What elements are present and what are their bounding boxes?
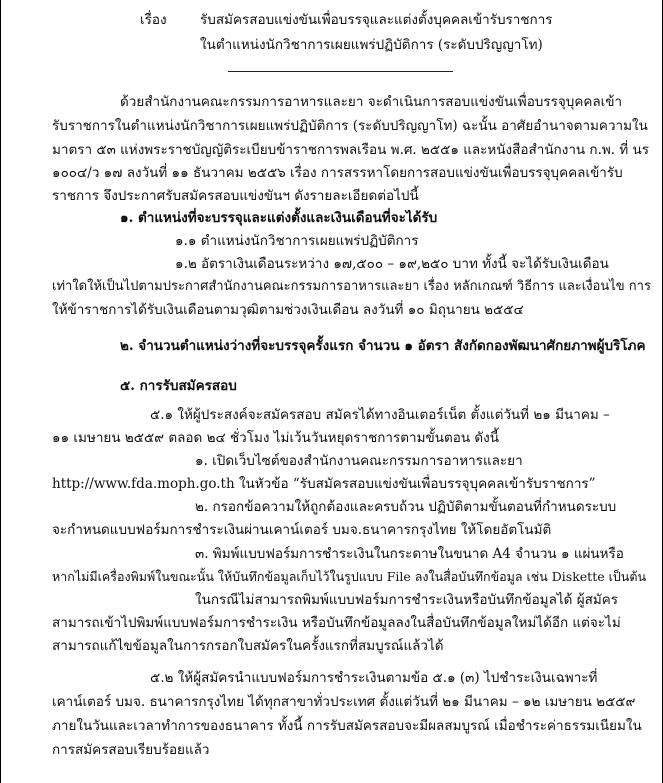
intro-line-1: ด้วยสำนักงานคณะกรรมการอาหารและยา จะดำเนินการสอบแข่งขันเพื่อบรรจุบุคคลเข้า (120, 94, 623, 110)
section-1-item-1: ๑.๑ ตำแหน่งนักวิชาการเผยแพร่ปฏิบัติการ (175, 233, 419, 249)
step-3-line-4: สามารถเข้าไปพิมพ์แบบฟอร์มการชำระเงิน หรือบันทึกข้อมูลลงในสื่อบันทึกข้อมูลใหม่ได้อีก แต่จะไม่ (52, 615, 621, 631)
section-5-2-line-2: เคาน์เตอร์ บมจ. ธนาคารกรุงไทย ได้ทุกสาขาทั่วประเทศ ตั้งแต่วันที่ ๒๑ มีนาคม – ๑๒ เมษายน ๒๕๕๙ (52, 694, 636, 710)
step-3-line-1: ๓. พิมพ์แบบฟอร์มการชำระเงินในกระดาษในขนาด A4 จำนวน ๑ แผ่นหรือ (195, 546, 624, 562)
step-3-line-2: หากไม่มีเครื่องพิมพ์ในขณะนั้น ให้บันทึกข้อมูลเก็บไว้ในรูปแบบ File ลงในสื่อบันทึกข้อมูล เช่น Diskette เป็นต้น (52, 569, 647, 584)
section-1-heading: ๑. ตำแหน่งที่จะบรรจุและแต่งตั้งและเงินเดือนที่จะได้รับ (120, 210, 438, 226)
step-2-line-2: จะกำหนดแบบฟอร์มการชำระเงินผ่านเคาน์เตอร์ บมจ.ธนาคารกรุงไทย ให้โดยอัตโนมัติ (52, 522, 552, 538)
section-2-heading: ๒. จำนวนตำแหน่งว่างที่จะบรรจุครั้งแรก จำนวน ๑ อัตรา สังกัดกองพัฒนาศักยภาพผู้บริโภค (120, 338, 646, 354)
step-3-line-3: ในกรณีไม่สามารถพิมพ์แบบฟอร์มการชำระเงินหรือบันทึกข้อมูลได้ ผู้สมัคร (195, 592, 619, 608)
section-5-heading: ๕. การรับสมัครสอบ (120, 378, 237, 394)
step-1-line-2: http://www.fda.moph.go.th ในหัวข้อ “รับสมัครสอบแข่งขันเพื่อบรรจุบุคคลเข้ารับราชการ” (52, 476, 596, 492)
section-5-2-line-4: การสมัครสอบเรียบร้อยแล้ว (52, 742, 210, 758)
section-1-item-2-line-2: เท่าใดให้เป็นไปตามประกาศสำนักงานคณะกรรมการอาหารและยา เรื่อง หลักเกณฑ์ วิธีการ และเงื่อนไข การ (52, 279, 651, 294)
subject-label: เรื่อง (140, 12, 167, 28)
section-5-2-line-1: ๕.๒ ให้ผู้สมัครนำแบบฟอร์มการชำระเงินตามข้อ ๕.๑ (๓) ไปชำระเงินเฉพาะที่ (150, 670, 598, 686)
intro-line-2: รับราชการในตำแหน่งนักวิชาการเผยแพร่ปฏิบัติการ (ระดับปริญญาโท) ฉะนั้น อาศัยอำนาจตามความใน (52, 118, 648, 134)
section-1-item-2-line-3: ให้ข้าราชการได้รับเงินเดือนตามวุฒิตามช่วงเงินเดือน ลงวันที่ ๑๐ มิถุนายน ๒๕๕๔ (52, 302, 524, 318)
intro-line-4: ๑๐๐๔/ว ๑๗ ลงวันที่ ๑๑ ธันวาคม ๒๕๕๖ เรื่อง การสรรหาโดยการสอบแข่งขันเพื่อบรรจุบุคคลเข้ารับ (52, 165, 623, 181)
section-5-2-line-3: ภายในวันและเวลาทำการของธนาคาร ทั้งนี้ การรับสมัครสอบจะมีผลสมบูรณ์ เมื่อชำระค่าธรรมเนียมใน (52, 718, 642, 734)
subject-line-2: ในตำแหน่งนักวิชาการเผยแพร่ปฏิบัติการ (ระดับปริญญาโท) (200, 37, 543, 53)
section-5-1-line-2: ๑๑ เมษายน ๒๕๕๙ ตลอด ๒๔ ชั่วโมง ไม่เว้นวันหยุดราชการตามขั้นตอน ดังนี้ (52, 430, 499, 446)
subject-line-1: รับสมัครสอบแข่งขันเพื่อบรรจุและแต่งตั้งบุคคลเข้ารับราชการ (200, 12, 553, 28)
page-left-border (0, 0, 1, 783)
step-3-line-5: สามารถแก้ไขข้อมูลในการกรอกใบสมัครในครั้งแรกที่สมบูรณ์แล้วได้ (52, 638, 444, 654)
intro-line-3: มาตรา ๕๓ แห่งพระราชบัญญัติระเบียบข้าราชการพลเรือน พ.ศ. ๒๕๕๑ และหนังสือสำนักงาน ก.พ. ที่ นร (52, 142, 650, 158)
section-1-item-2-line-1: ๑.๒ อัตราเงินเดือนระหว่าง ๑๗,๕๐๐ – ๑๙,๒๕๐ บาท ทั้งนี้ จะได้รับเงินเดือน (175, 256, 609, 272)
header-divider (228, 71, 453, 72)
step-2-line-1: ๒. กรอกข้อความให้ถูกต้องและครบถ้วน ปฏิบัติตามขั้นตอนที่กำหนดระบบ (195, 499, 617, 515)
step-1-line-1: ๑. เปิดเว็บไซต์ของสำนักงานคณะกรรมการอาหารและยา (195, 453, 523, 469)
section-5-1-line-1: ๕.๑ ให้ผู้ประสงค์จะสมัครสอบ สมัครได้ทางอินเตอร์เน็ต ตั้งแต่วันที่ ๒๑ มีนาคม – (150, 407, 610, 423)
intro-line-5: ราชการ จึงประกาศรับสมัครสอบแข่งขันฯ ดังรายละเอียดต่อไปนี้ (52, 188, 419, 204)
